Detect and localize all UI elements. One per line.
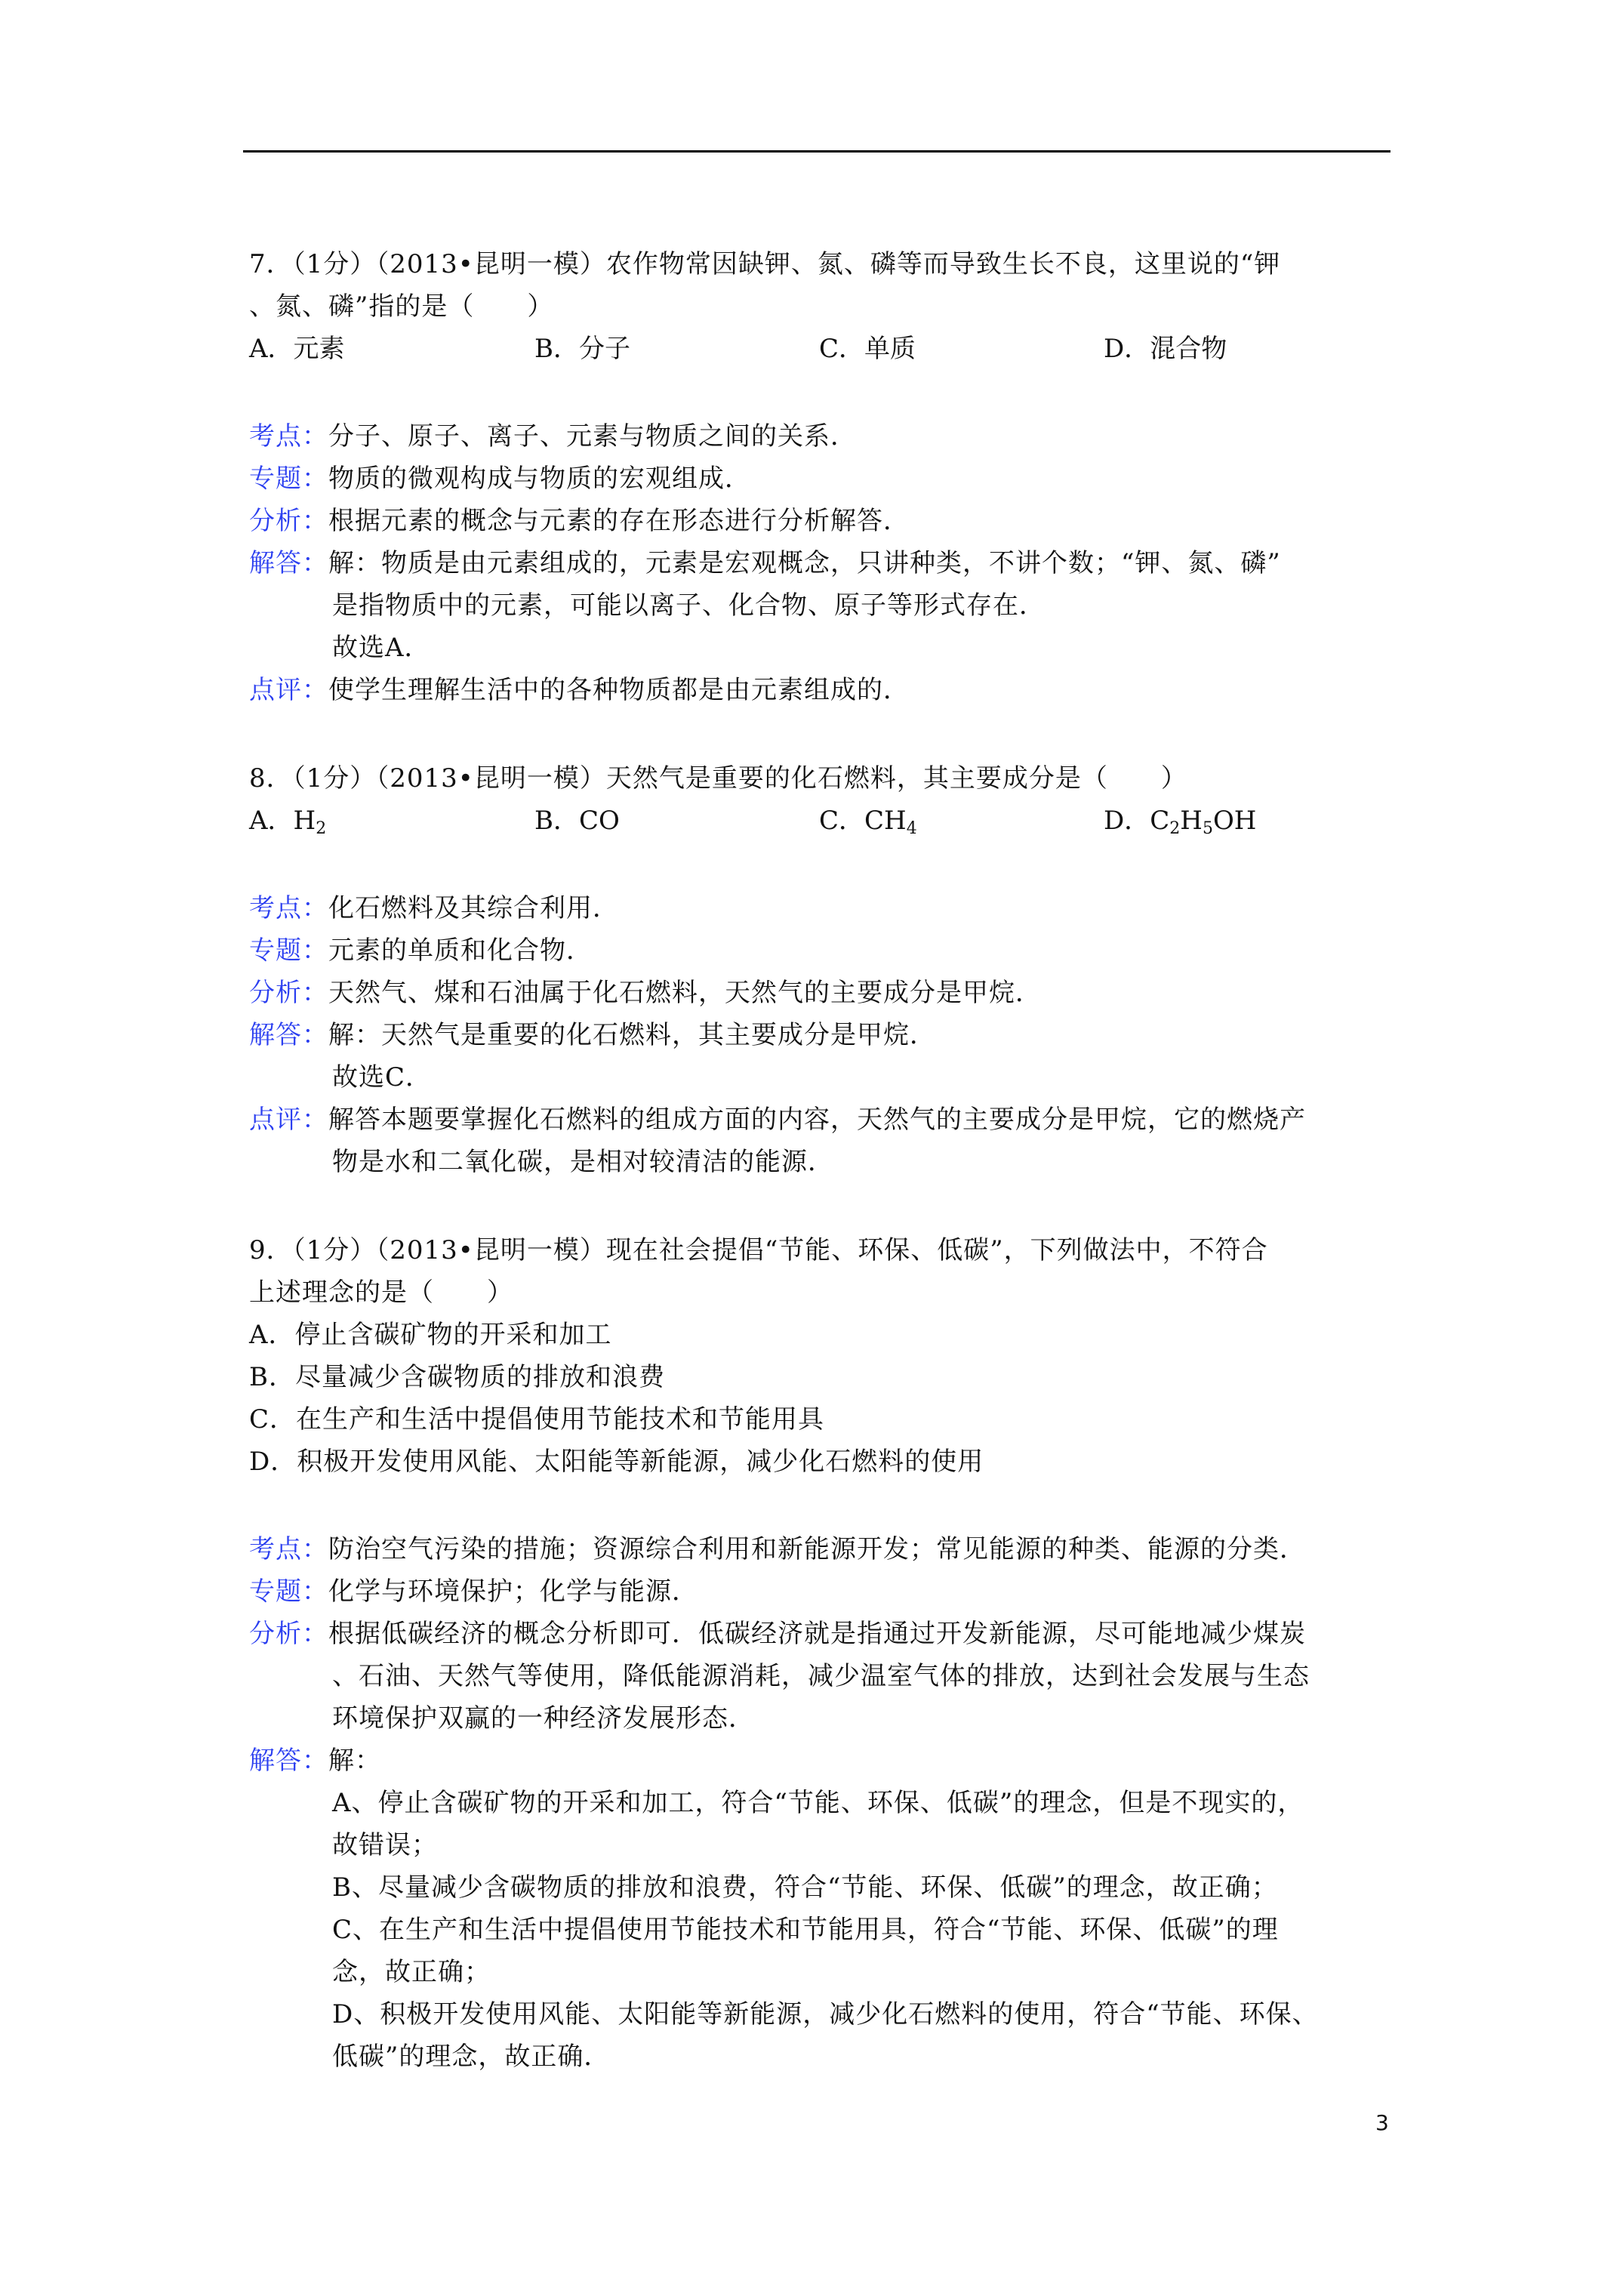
q7-stem-line-1: 7．（1分）（2013•昆明一模）农作物常因缺钾、氮、磷等而导致生长不良，这里说的“钾: [249, 249, 1281, 279]
q7-jieda-line-2: 是指物质中的元素，可能以离子、化合物、原子等形式存在．: [332, 590, 1046, 621]
q9-zhuanti: [249, 1575, 698, 1608]
q7-option-b: B．分子: [534, 334, 630, 364]
q9-fenxi-text-1: 根据低碳经济的概念分析即可．低碳经济就是指通过开发新能源，尽可能地减少煤炭: [328, 1619, 1306, 1649]
q8-option-c-text: C．CH: [819, 806, 907, 836]
q9-jieda-text-1: 解：: [328, 1746, 381, 1776]
q8-option-d-sub-1: 2: [1169, 819, 1181, 838]
q8-stem-line-1: 8．（1分）（2013•昆明一模）天然气是重要的化石燃料，其主要成分是（ ）: [249, 763, 1187, 794]
q8-dianping-line-2: 物是水和二氧化碳，是相对较清洁的能源．: [332, 1147, 834, 1177]
q9-kaodian: [249, 1533, 1306, 1566]
page-number: 3: [1375, 2110, 1389, 2135]
q7-jieda: [249, 547, 1281, 580]
q8-kaodian-text: 化石燃料及其综合利用．: [328, 893, 619, 923]
q9-stem-line-2: 上述理念的是（ ）: [249, 1277, 513, 1308]
q8-jieda-label: 解答：: [249, 1020, 328, 1050]
q9-jieda-line-3: 故错误；: [332, 1830, 438, 1860]
q9-option-b: B．尽量减少含碳物质的排放和浪费: [249, 1362, 665, 1392]
q9-jieda-line-5: C、在生产和生活中提倡使用节能技术和节能用具，符合“节能、环保、低碳”的理: [332, 1915, 1279, 1945]
q7-zhuanti-label: 专题：: [249, 464, 328, 494]
q9-option-d: D．积极开发使用风能、太阳能等新能源，减少化石燃料的使用: [249, 1447, 984, 1477]
q8-kaodian-label: 考点：: [249, 893, 328, 923]
q8-fenxi: [249, 976, 1042, 1009]
q9-stem-line-1: 9．（1分）（2013•昆明一模）现在社会提倡“节能、环保、低碳”，下列做法中，不符合: [249, 1235, 1268, 1265]
q9-kaodian-text: 防治空气污染的措施；资源综合利用和新能源开发；常见能源的种类、能源的分类．: [328, 1534, 1306, 1564]
q9-fenxi-line-3: 环境保护双赢的一种经济发展形态．: [332, 1703, 755, 1734]
q7-kaodian: [249, 420, 857, 453]
q8-option-a-sub: 2: [316, 819, 327, 838]
q9-jieda-line-2: A、停止含碳矿物的开采和加工，符合“节能、环保、低碳”的理念，但是不现实的，: [332, 1788, 1304, 1818]
q8-option-a-text: A．H: [249, 806, 316, 836]
q7-dianping-label: 点评：: [249, 675, 328, 705]
q8-jieda: [249, 1019, 936, 1052]
q9-jieda-line-8: 低碳”的理念，故正确．: [332, 2042, 611, 2072]
q7-jieda-label: 解答：: [249, 548, 328, 578]
q7-option-c: C．单质: [819, 334, 916, 364]
q8-option-a: [249, 804, 326, 846]
q7-dianping-text: 使学生理解生活中的各种物质都是由元素组成的．: [328, 675, 910, 705]
q7-zhuanti-text: 物质的微观构成与物质的宏观组成．: [328, 464, 751, 494]
q9-fenxi: [249, 1617, 1306, 1650]
q7-dianping: [249, 673, 910, 707]
q9-zhuanti-label: 专题：: [249, 1576, 328, 1607]
q8-option-d: [1104, 804, 1256, 846]
q7-fenxi-text: 根据元素的概念与元素的存在形态进行分析解答．: [328, 506, 910, 536]
q8-fenxi-label: 分析：: [249, 978, 328, 1008]
q8-zhuanti: [249, 934, 593, 967]
q7-jieda-text-1: 解：物质是由元素组成的，元素是宏观概念，只讲种类，不讲个数；“钾、氮、磷”: [328, 548, 1281, 578]
q8-zhuanti-label: 专题：: [249, 935, 328, 966]
q8-option-d-sub-2: 5: [1202, 819, 1213, 838]
q8-option-d-text-2: H: [1180, 806, 1203, 836]
q9-option-c: C．在生产和生活中提倡使用节能技术和节能用具: [249, 1404, 825, 1435]
q9-jieda-label: 解答：: [249, 1746, 328, 1776]
q8-dianping-text-1: 解答本题要掌握化石燃料的组成方面的内容，天然气的主要成分是甲烷，它的燃烧产: [328, 1105, 1306, 1135]
q8-kaodian: [249, 892, 619, 925]
q7-kaodian-text: 分子、原子、离子、元素与物质之间的关系．: [328, 421, 857, 451]
q7-kaodian-label: 考点：: [249, 421, 328, 451]
q8-jieda-text-1: 解：天然气是重要的化石燃料，其主要成分是甲烷．: [328, 1020, 936, 1050]
q8-option-c-sub: 4: [906, 819, 917, 838]
q8-option-d-text-1: D．C: [1104, 806, 1170, 836]
q9-kaodian-label: 考点：: [249, 1534, 328, 1564]
q7-zhuanti: [249, 462, 751, 495]
q9-option-a: A．停止含碳矿物的开采和加工: [249, 1320, 612, 1350]
q8-option-b: B．CO: [534, 806, 620, 836]
q7-fenxi-label: 分析：: [249, 506, 328, 536]
q9-jieda-line-6: 念，故正确；: [332, 1957, 491, 1987]
q7-jieda-line-3: 故选A．: [332, 633, 431, 663]
q9-fenxi-line-2: 、石油、天然气等使用，降低能源消耗，减少温室气体的排放，达到社会发展与生态: [332, 1661, 1310, 1691]
q9-jieda-line-7: D、积极开发使用风能、太阳能等新能源，减少化石燃料的使用，符合“节能、环保、: [332, 1999, 1319, 2029]
q8-fenxi-text: 天然气、煤和石油属于化石燃料，天然气的主要成分是甲烷．: [328, 978, 1042, 1008]
q8-zhuanti-text: 元素的单质和化合物．: [328, 935, 593, 966]
q7-option-a: A．元素: [249, 334, 345, 364]
q9-zhuanti-text: 化学与环境保护；化学与能源．: [328, 1576, 698, 1607]
q8-jieda-line-2: 故选C．: [332, 1062, 433, 1093]
q7-fenxi: [249, 504, 910, 538]
q7-option-d: D．混合物: [1104, 334, 1227, 364]
q7-stem-line-2: 、氮、磷”指的是（ ）: [249, 291, 554, 322]
q8-option-c: [819, 804, 917, 846]
q8-option-d-text-3: OH: [1212, 806, 1257, 836]
q8-dianping-label: 点评：: [249, 1105, 328, 1135]
q9-jieda-line-4: B、尽量减少含碳物质的排放和浪费，符合“节能、环保、低碳”的理念，故正确；: [332, 1872, 1278, 1903]
q9-jieda: [249, 1744, 381, 1777]
q9-fenxi-label: 分析：: [249, 1619, 328, 1649]
q8-dianping: [249, 1103, 1306, 1136]
header-rule: [243, 150, 1390, 153]
